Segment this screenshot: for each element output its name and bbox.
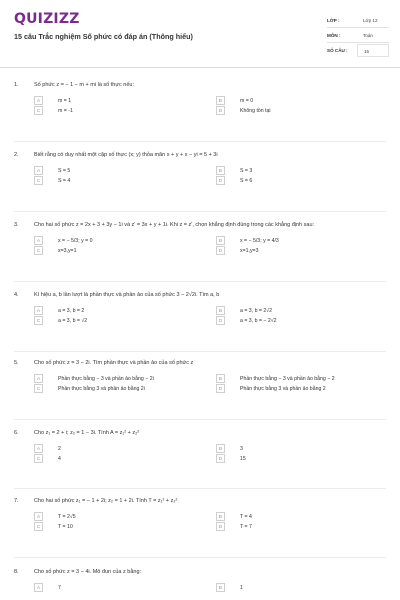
option-letter: A xyxy=(34,374,43,383)
header-divider xyxy=(0,67,400,68)
option-label: T = 4 xyxy=(240,513,252,520)
question-divider xyxy=(14,281,386,282)
option-letter: D xyxy=(216,246,225,255)
option-label: x = − 5/3; y = 4/3 xyxy=(240,237,279,244)
option-letter: C xyxy=(34,106,43,115)
option-letter: A xyxy=(34,306,43,315)
question-text: Số phức z = − 1 − m + mi là số thực nếu: xyxy=(34,82,134,88)
question-divider xyxy=(14,141,386,142)
option-label: m = 1 xyxy=(58,97,72,104)
option-letter: B xyxy=(216,96,225,105)
option-letter: A xyxy=(34,583,43,592)
option-label: a = 3, b = √2 xyxy=(58,317,88,324)
option-label: 7 xyxy=(58,584,61,591)
option-label: 3 xyxy=(240,445,243,452)
option-label: a = 3, b = 2√2 xyxy=(240,307,272,314)
question-number: 2. xyxy=(14,152,19,158)
question-number: 7. xyxy=(14,498,19,504)
meta-subject-row xyxy=(327,28,389,43)
option-letter: D xyxy=(216,454,225,463)
page-header xyxy=(0,0,400,70)
question-text: Cho số phức z = 3 − 2i. Tìm phần thực và phần ảo của số phức z xyxy=(34,360,194,366)
option-letter: A xyxy=(34,96,43,105)
question-divider xyxy=(14,211,386,212)
option-label: T = 10 xyxy=(58,523,73,530)
question-divider xyxy=(14,351,386,352)
option-label: x=1,y=3 xyxy=(240,247,259,254)
option-letter: A xyxy=(34,444,43,453)
option-label: Phần thực bằng 3 và phần ảo bằng 2i xyxy=(58,385,145,392)
option-letter: C xyxy=(34,454,43,463)
option-letter: B xyxy=(216,374,225,383)
option-letter: B xyxy=(216,306,225,315)
question-number: 3. xyxy=(14,222,19,228)
question-text: Cho z₁ = 2 + i; z₂ = 1 − 3i. Tính A = z₁² + z₂² xyxy=(34,430,140,436)
option-letter: B xyxy=(216,236,225,245)
option-letter: B xyxy=(216,512,225,521)
question-divider xyxy=(14,557,386,558)
option-letter: C xyxy=(34,522,43,531)
question-number: 8. xyxy=(14,569,19,575)
option-label: m = 0 xyxy=(240,97,254,104)
subject-label: MÔN : xyxy=(327,32,341,38)
question-text: Cho số phức z = 3 − 4i. Mô đun của z bằng: xyxy=(34,569,142,575)
question-text: Kí hiệu a, b lần lượt là phần thực và phần ảo của số phức 3 − 2√2i. Tìm a, b xyxy=(34,292,220,298)
count-value: 15 xyxy=(357,44,389,57)
option-label: 2 xyxy=(58,445,61,452)
option-label: 15 xyxy=(240,455,246,462)
option-label: Không tồn tại xyxy=(240,107,271,114)
option-label: m = -1 xyxy=(58,107,73,114)
option-label: 4 xyxy=(58,455,61,462)
question-text: Cho hai số phức z = 2x + 3 + 3y − 1i và z' = 3x + y + 1i. Khi z = z', chọn khẳng định đúng trong các khẳng định sau: xyxy=(34,222,315,228)
question-text: Cho hai số phức z₁ = − 1 + 2i; z₂ = 1 + 2i. Tính T = z₁² + z₂² xyxy=(34,498,178,504)
question-text: Biết rằng có duy nhất một cặp số thực (x; y) thỏa mãn x + y + x − yi = 5 + 3i xyxy=(34,152,218,158)
subject-value: Toán xyxy=(363,32,373,38)
option-label: T = 2√5 xyxy=(58,513,76,520)
count-label: SỐ CÂU : xyxy=(327,47,348,53)
option-label: S = 6 xyxy=(240,177,253,184)
brand-logo: QUIZIZZ xyxy=(14,11,80,27)
option-letter: B xyxy=(216,166,225,175)
option-letter: C xyxy=(34,246,43,255)
meta-class-row xyxy=(327,13,389,28)
question-divider xyxy=(14,419,386,420)
option-label: a = 3, b = − 2√2 xyxy=(240,317,277,324)
option-letter: B xyxy=(216,444,225,453)
question-number: 1. xyxy=(14,82,19,88)
class-value: Lớp 12 xyxy=(363,17,378,23)
meta-count-row xyxy=(327,43,389,57)
option-label: Phần thực bằng 3 và phần ảo bằng 2 xyxy=(240,385,326,392)
option-letter: A xyxy=(34,512,43,521)
option-label: S = 4 xyxy=(58,177,71,184)
option-letter: D xyxy=(216,176,225,185)
option-label: Phần thực bằng − 3 và phần ảo bằng − 2i xyxy=(58,375,154,382)
option-label: S = 3 xyxy=(240,167,253,174)
option-label: 1 xyxy=(240,584,243,591)
option-letter: D xyxy=(216,522,225,531)
class-label: LỚP : xyxy=(327,17,340,23)
option-letter: A xyxy=(34,166,43,175)
option-label: x = − 5/3; y = 0 xyxy=(58,237,93,244)
option-letter: A xyxy=(34,236,43,245)
option-letter: B xyxy=(216,583,225,592)
option-letter: C xyxy=(34,316,43,325)
page-title: 15 câu Trắc nghiệm Số phức có đáp án (Thông hiểu) xyxy=(14,32,193,41)
option-label: Phần thực bằng − 3 và phần ảo bằng − 2 xyxy=(240,375,335,382)
option-letter: C xyxy=(34,384,43,393)
option-label: S = 5 xyxy=(58,167,71,174)
option-label: T = 7 xyxy=(240,523,252,530)
question-divider xyxy=(14,488,386,489)
option-label: x=3,y=1 xyxy=(58,247,77,254)
meta-box xyxy=(327,13,389,57)
option-letter: D xyxy=(216,384,225,393)
question-number: 4. xyxy=(14,292,19,298)
question-number: 5. xyxy=(14,360,19,366)
option-letter: C xyxy=(34,176,43,185)
option-label: a = 3, b = 2 xyxy=(58,307,85,314)
question-number: 6. xyxy=(14,430,19,436)
option-letter: D xyxy=(216,316,225,325)
option-letter: D xyxy=(216,106,225,115)
